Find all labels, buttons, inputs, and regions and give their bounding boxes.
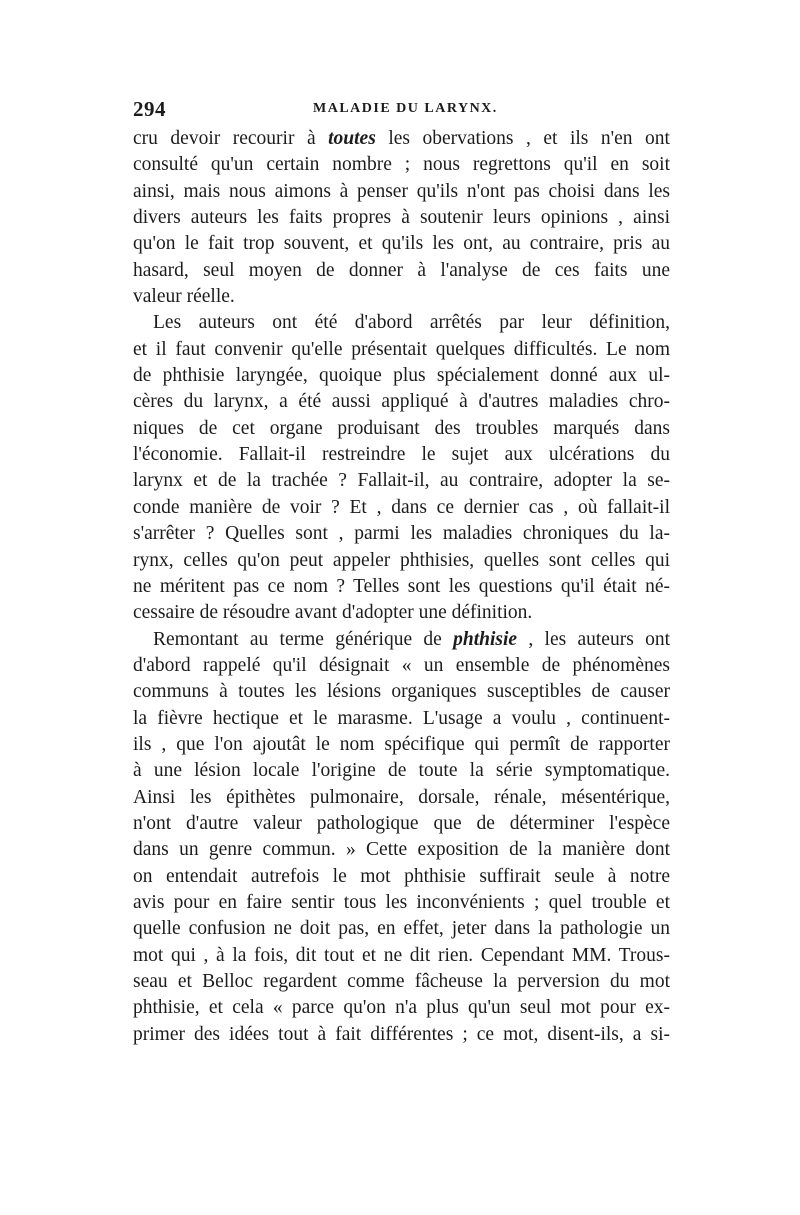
emphasized-word: phthisie <box>453 628 518 650</box>
text-line <box>133 495 670 521</box>
text-line <box>133 363 670 389</box>
text-segment: et il faut convenir qu'elle présentait quelques difficultés. Le nom <box>133 338 670 360</box>
text-line <box>133 890 670 916</box>
text-segment: cru devoir recourir à <box>133 128 329 149</box>
text-line <box>133 995 670 1021</box>
text-segment: cessaire de résoudre avant d'adopter une définition. <box>133 602 533 624</box>
body-text <box>133 126 670 1048</box>
text-line <box>133 389 670 415</box>
text-line <box>133 416 670 442</box>
text-line <box>133 811 670 837</box>
text-segment: conde manière de voir ? Et , dans ce dernier cas , où fallait-il <box>133 496 670 518</box>
text-line <box>133 785 670 811</box>
text-segment: la fièvre hectique et le marasme. L'usage a voulu , continuent- <box>133 707 670 729</box>
text-line <box>133 521 670 547</box>
text-line <box>133 943 670 969</box>
text-line <box>133 126 670 152</box>
text-segment: consulté qu'un certain nombre ; nous regrettons qu'il en soit <box>133 154 670 176</box>
text-segment: rynx, celles qu'on peut appeler phthisies, quelles sont celles qui <box>133 549 670 571</box>
text-line <box>133 732 670 758</box>
text-segment: quelle confusion ne doit pas, en effet, jeter dans la pathologie un <box>133 918 670 940</box>
text-segment: ils , que l'on ajoutât le nom spécifique qui permît de rapporter <box>133 733 670 755</box>
text-line <box>133 600 670 626</box>
text-line <box>133 179 670 205</box>
text-segment: mot qui , à la fois, dit tout et ne dit rien. Cependant MM. Trous- <box>133 944 670 966</box>
text-segment: phthisie, et cela « parce qu'on n'a plus qu'un seul mot pour ex- <box>133 997 670 1019</box>
text-segment: niques de cet organe produisant des troubles marqués dans <box>133 417 670 439</box>
text-segment: qu'on le fait trop souvent, et qu'ils les ont, au contraire, pris au <box>133 233 670 255</box>
text-line <box>133 337 670 363</box>
text-segment: ainsi, mais nous aimons à penser qu'ils n'ont pas choisi dans les <box>133 180 670 202</box>
text-line <box>133 706 670 732</box>
text-segment: hasard, seul moyen de donner à l'analyse de ces faits une <box>133 259 670 281</box>
text-line <box>133 574 670 600</box>
text-segment: divers auteurs les faits propres à soutenir leurs opinions , ainsi <box>133 207 670 229</box>
text-line <box>133 468 670 494</box>
text-segment: d'abord rappelé qu'il désignait « un ensemble de phénomènes <box>133 654 670 676</box>
text-segment: s'arrêter ? Quelles sont , parmi les maladies chroniques du la- <box>133 523 670 545</box>
text-segment: les obervations , et ils n'en ont <box>375 128 670 149</box>
text-segment: de phthisie laryngée, quoique plus spécialement donné aux ul- <box>133 365 670 387</box>
text-segment: on entendait autrefois le mot phthisie suffirait seule à notre <box>133 865 670 887</box>
text-segment: larynx et de la trachée ? Fallait-il, au contraire, adopter la se- <box>133 470 670 492</box>
text-segment: n'ont d'autre valeur pathologique que de déterminer l'espèce <box>133 812 670 834</box>
text-segment: Les auteurs ont été d'abord arrêtés par leur définition, <box>153 312 670 334</box>
text-segment: communs à toutes les lésions organiques susceptibles de causer <box>133 681 670 703</box>
text-segment: cères du larynx, a été aussi appliqué à d'autres maladies chro- <box>133 391 670 413</box>
text-line <box>133 864 670 890</box>
text-segment: Ainsi les épithètes pulmonaire, dorsale, rénale, mésentérique, <box>133 786 670 808</box>
text-line <box>133 627 670 653</box>
text-line <box>133 969 670 995</box>
emphasized-word: toutes <box>328 128 376 149</box>
text-segment: primer des idées tout à fait différentes ; ce mot, disent-ils, a si- <box>133 1023 670 1045</box>
text-line <box>133 653 670 679</box>
page-number: 294 <box>133 97 166 121</box>
page-header <box>133 97 670 123</box>
text-segment: ne méritent pas ce nom ? Telles sont les questions qu'il était né- <box>133 575 670 597</box>
text-segment: à une lésion locale l'origine de toute la série symptomatique. <box>133 760 670 782</box>
text-line <box>133 231 670 257</box>
text-line <box>133 548 670 574</box>
text-segment: dans un genre commun. » Cette exposition de la manière dont <box>133 839 670 861</box>
text-line <box>133 1022 670 1048</box>
text-line <box>133 442 670 468</box>
text-line <box>133 284 670 310</box>
text-segment: valeur réelle. <box>133 286 235 308</box>
text-segment: seau et Belloc regardent comme fâcheuse la perversion du mot <box>133 971 670 992</box>
text-segment: , les auteurs ont <box>517 628 670 650</box>
text-line <box>133 916 670 942</box>
text-segment: avis pour en faire sentir tous les inconvénients ; quel trouble et <box>133 891 670 913</box>
text-line <box>133 205 670 231</box>
text-line <box>133 258 670 284</box>
text-line <box>133 310 670 336</box>
text-line <box>133 758 670 784</box>
text-segment: l'économie. Fallait-il restreindre le sujet aux ulcérations du <box>133 444 670 466</box>
text-line <box>133 837 670 863</box>
text-segment: Remontant au terme générique de <box>153 628 454 650</box>
running-title: MALADIE DU LARYNX. <box>313 101 498 116</box>
text-line <box>133 679 670 705</box>
text-line <box>133 152 670 178</box>
